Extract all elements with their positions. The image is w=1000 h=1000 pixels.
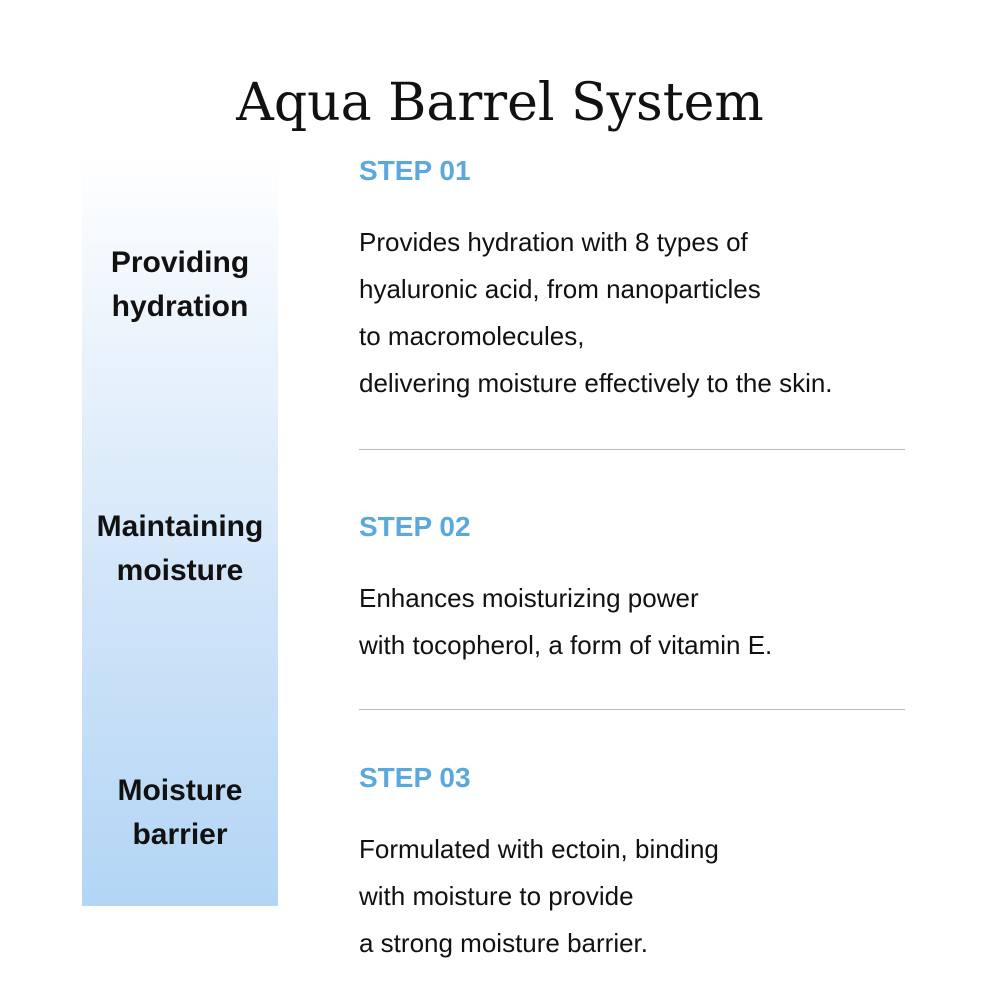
side-panel <box>82 156 278 906</box>
step-03-description: Formulated with ectoin, binding with moisture to provide a strong moisture barrier. <box>359 834 719 958</box>
side-label-maintaining-moisture: Maintaining moisture <box>96 510 264 587</box>
divider <box>359 449 905 450</box>
page-title: Aqua Barrel System <box>236 72 764 133</box>
divider <box>359 709 905 710</box>
step-01-description: Provides hydration with 8 types of hyaluronic acid, from nanoparticles to macromolecules, delivering moisture effectively to the skin. <box>359 227 833 398</box>
step-01-section <box>359 153 939 407</box>
side-label-providing-hydration: Providing hydration <box>110 246 250 323</box>
step-02-description: Enhances moisturizing power with tocopherol, a form of vitamin E. <box>359 583 773 660</box>
side-label-moisture-barrier: Moisture barrier <box>117 774 243 851</box>
step-02-title: STEP 02 <box>359 511 471 542</box>
step-02-section <box>359 509 939 669</box>
step-01-title: STEP 01 <box>359 155 471 186</box>
step-03-section <box>359 760 939 967</box>
step-03-title: STEP 03 <box>359 762 471 793</box>
